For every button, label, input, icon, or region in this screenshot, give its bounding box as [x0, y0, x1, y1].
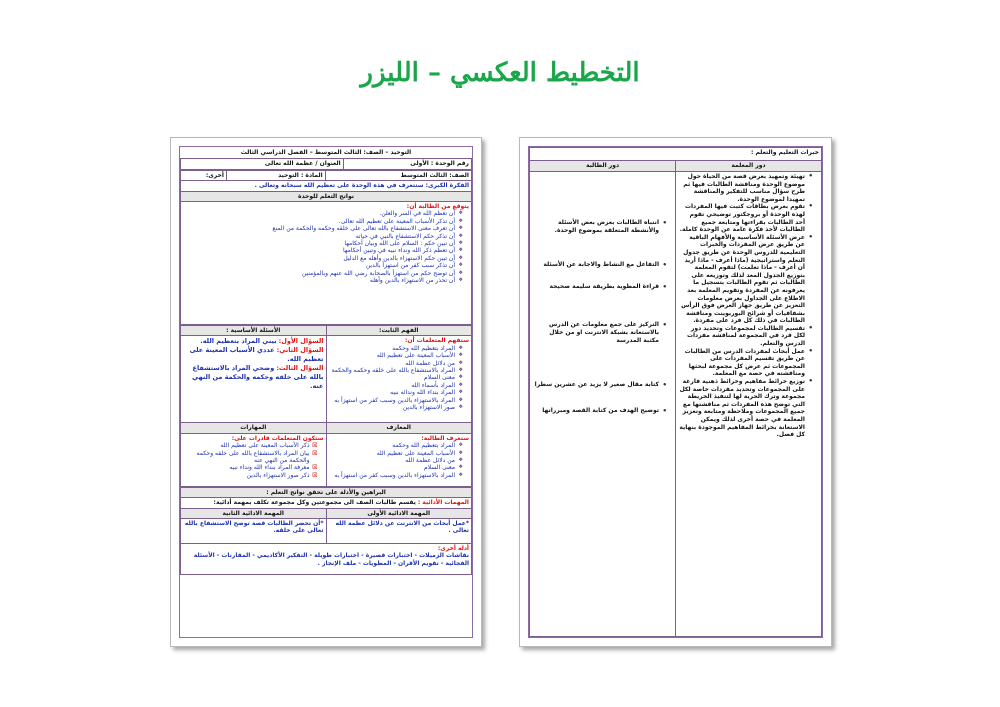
tasks-label: المهمات الأدائية :	[417, 499, 469, 507]
student-role-header: دور الطالبة	[530, 161, 676, 172]
list-item: • التفاعل مع النشاط والاجابة عن الأسئلة	[532, 261, 665, 269]
question-3: السؤال الثالث: وضحي المراد بالاستشفاع بالله على خلقه وحكمه والحكمة من النهي عنه.	[192, 364, 324, 391]
list-item: • تقوم بعرض بطاقات كتبت فيها المفردات لهذه الوحدة أو بروجكتور توضيحي تقوم أحد الطالبات بقراءتها ومتابعة جميع الطالبات لأخذ فكرة عامة عن الوحدة كاملة.	[678, 203, 811, 233]
skills-header: المهارات	[181, 423, 327, 433]
list-item: ❖ أن تبين حكم : السلام على الله وبيان أحكامها	[183, 240, 461, 247]
expected-list	[183, 210, 469, 284]
list-item: ❖ صور الاستهزاء بالدين	[329, 404, 462, 411]
task1-title: المهمة الادائية الأولى	[326, 508, 472, 518]
list-item: ❖ من دلائل عظمة الله	[329, 457, 462, 464]
list-item: ❖ من دلائل عظمة الله	[329, 360, 462, 367]
list-item: ❖ المراد بتعظيم الله وحكمه	[329, 345, 462, 352]
list-item: ❖ أن تذكر الأسباب المعينة على تعظيم الله تعالى.	[183, 218, 461, 225]
list-item: ❖ أن توضح حكم من استهزأ بالصحابة رضي الله عنهم وبالمؤمنين	[183, 270, 461, 277]
knowledge-list	[329, 442, 470, 479]
list-item: ❖ المراد بتعظيم الله وحكمه	[329, 442, 462, 449]
question-2: السؤال الثاني: عددي الأسباب المعينة على تعظيم الله.	[189, 346, 324, 364]
other-evidence-label: أدلة أخرى:	[437, 545, 469, 553]
understand-list	[329, 345, 470, 412]
learning-experiences-page	[519, 137, 832, 647]
unit-info-table	[180, 158, 472, 169]
grade-cell: الصف: الثالث المتوسط	[325, 170, 471, 180]
task2-title: المهمة الادائية الثانية	[181, 508, 327, 518]
expected-label: يتوقع من الطالبة أن:	[406, 203, 469, 211]
list-item: ❖ المراد بالاستهزاء بالدين وسبب كفر من استهزأ به	[329, 472, 462, 479]
knowledge-header: المعارف	[326, 423, 472, 433]
task2-text: *أن تحضر الطالبات قصة توضح الاستشفاع بالله تعالى على خلقه.	[181, 519, 327, 544]
list-item: ❖ المراد بالاستهزاء بالدين وسبب كفر من استهزأ به	[329, 397, 462, 404]
skills-list	[183, 442, 324, 479]
list-item: ❖ الأسباب المعينة على تعظيم الله	[329, 450, 462, 457]
unit-title: العنوان / عظمة الله تعالى	[181, 159, 344, 169]
list-item: • انتباه الطالبات بعرض بعض الأسئلة والأنشطة المتعلقة بموضوع الوحدة.	[532, 219, 665, 235]
list-item: • التركيز على جمع معلومات عن الدرس بالاستعانة بشبكة الانترنت او من خلال مكتبة المدرسة	[532, 321, 665, 345]
tasks-text: يقسم طالبات الصف الى مجموعتين وكل مجموعة تكلف بمهمة أدائية:	[213, 499, 416, 507]
list-item: ☒ بيان المراد بالاستشفاع بالله على خلقه وحكمه والحكمة من النهي عنه	[183, 450, 316, 465]
list-item: • توضيح الهدف من كتابة القصة ومبرراتها	[532, 407, 665, 415]
list-item: • عرض الأسئلة الأساسية والأفهام الباقية عن طريق عرض المفردات والخبرات التعليمية للدروس الوحدة عن طريق جدول التعلم واستراتيجية (ماذا أعرف - ماذا أريد أن أعرف - ماذا تعلمت) لتقوم المعلمة بتوزيع الجدول المعد لذلك وتوزيعه على الطالبات ثم تقوم الطالبات بتسجيل ما يعرفونه عن المفردة وتقويم المعلمة بعد الاطلاع على الجداول بعرض معلومات التعزيز عن طريق جهاز العرض فوق الرأس بشفافيات أو شرائح البوربوينت ومناقشة الطالبات في ذلك كل فرد على مفردة.	[678, 234, 811, 325]
list-item: • تهيئة وتمهيد بعرض قصة من الحياة حول موضوع الوحدة ومناقشة الطالبات فيها ثم طرح سؤال مناسب للتفكير والمناقشة تمهيدا لموضوع الوحدة.	[678, 173, 811, 203]
list-item: ☒ ذكر الأسباب المعينة على تعظيم الله	[183, 442, 316, 449]
list-item: ☒ معرفة المراد بنداء الله ونداء نبيه	[183, 464, 316, 471]
list-item: ❖ أن تبين حكم الاستهزاء بالدين وأهله مع الدليل	[183, 255, 461, 262]
list-item: ☒ ذكر صور الاستهزاء بالدين	[183, 472, 316, 479]
evidence-title: البراهين والأدلة على تحقق نواتج التعلم :	[181, 487, 472, 497]
other-cell: أخرى:	[181, 170, 227, 180]
list-item: • توزيع خرائط مفاهيم وخرائط ذهنية فارغة على المجموعات وتحديد مفردات خاصة لكل مجموعة وترك الحرية لها لتنفيذ الخريطة التي توضح هذه المفردات ثم مناقشتها مع جميع المجموعات وملاحظة ومتابعة وتعزيز المعلمة في حصة أخرى لذلك ويمكن الاستعانة بخرائط المفاهيم الموجودة بنهاية كل فصل.	[678, 378, 811, 439]
teacher-role-list	[678, 173, 819, 439]
unit-plan-page	[170, 137, 482, 647]
understand-label: ستفهم المتعلمات أن:	[404, 337, 469, 345]
teacher-role-header: دور المعلمة	[676, 161, 822, 172]
skills-label: ستكون المتعلمات قادرات على:	[231, 434, 324, 442]
list-item: ❖ أن تحذر من الاستهزاء بالدين وأهله	[183, 277, 461, 284]
page-title: التخطيط العكسي – الليزر	[360, 58, 640, 88]
list-item: ❖ المراد بنداء الله وندائه نبيه	[329, 389, 462, 396]
subject-cell: المادة : التوحيد	[226, 170, 325, 180]
unit-number: رقم الوحدة : الأولى	[343, 159, 471, 169]
list-item: ❖ معنى السلام	[329, 374, 462, 381]
big-idea: الفكرة الكبرى: ستتعرف في هذه الوحدة على تعظيم الله سبحانه وتعالى .	[181, 181, 472, 191]
list-item: ❖ أن تذكر سبب كفر من استهزأ بالدين	[183, 262, 461, 269]
unit-header-line: التوحيد – الصف: الثالث المتوسط – الفصل الدراسي الثالث	[240, 149, 412, 156]
list-item: ❖ المراد بأسماء الله	[329, 382, 462, 389]
understand-header: الفهم الثابت:	[326, 326, 472, 336]
learning-experiences-frame	[528, 146, 823, 638]
list-item: ❖ أن تعظم الله في السر والعلن.	[183, 210, 461, 217]
list-item: ❖ أن تعرف معنى الاستشفاع بالله تعالى على خلقه وحكمه والحكمة من المنع	[183, 225, 461, 232]
list-item: • عمل أبحاث لمفردات الدرس من الطالبات عن طريق تقسيم المفردات على المجموعات ثم عرض كل مجموعة لبحثها ومناقشته في حصة مع المعلمة.	[678, 348, 811, 378]
list-item: ❖ معنى السلام	[329, 464, 462, 471]
list-item: • قراءة المطوية بطريقة سليمة صحيحة	[532, 283, 665, 291]
question-1: السؤال الأول: بيني المراد بتعظيم الله.	[200, 337, 324, 346]
list-item: ❖ أن تعظم ذكر الله ونداء نبيه في وتبين أحكامها	[183, 247, 461, 254]
list-item: ❖ المراد بالاستشفاع بالله على خلقه وحكمه والحكمة	[329, 367, 462, 374]
unit-plan-frame	[179, 146, 473, 638]
list-item: • تقسيم الطالبات لمجموعات وتحديد دور لكل فرد في المجموعة لمناقشة مفردات الدرس والتعلم.	[678, 325, 811, 348]
experiences-header: خبرات التعليم والتعلم :	[530, 148, 822, 161]
knowledge-label: ستعرف الطالبة:	[421, 434, 469, 442]
list-item: ❖ أن تذكر حكم الاستشفاع بالنبي في حياته	[183, 233, 461, 240]
student-role-list	[532, 219, 673, 415]
questions-header: الأسئلة الأساسية :	[181, 326, 327, 336]
list-item: ❖ الأسباب المعينة على تعظيم الله	[329, 352, 462, 359]
learning-outcomes-title: نواتج التعلم للوحدة	[181, 191, 472, 201]
task1-text: *عمل أبحاث من الانترنت عن دلائل عظمة الله تعالى .	[326, 519, 472, 544]
list-item: • كتابة مقال صغير لا يزيد عن عشرين سطرا	[532, 381, 665, 389]
other-evidence-text: نقاشات الزميلات - اختبارات قصيرة - اختبارات طويلة - التفكير الأكاديمي - المقارنات - الأسئلة الفجائية - تقويم الأقران - المطويات - ملف الإنجاز .	[193, 552, 469, 567]
